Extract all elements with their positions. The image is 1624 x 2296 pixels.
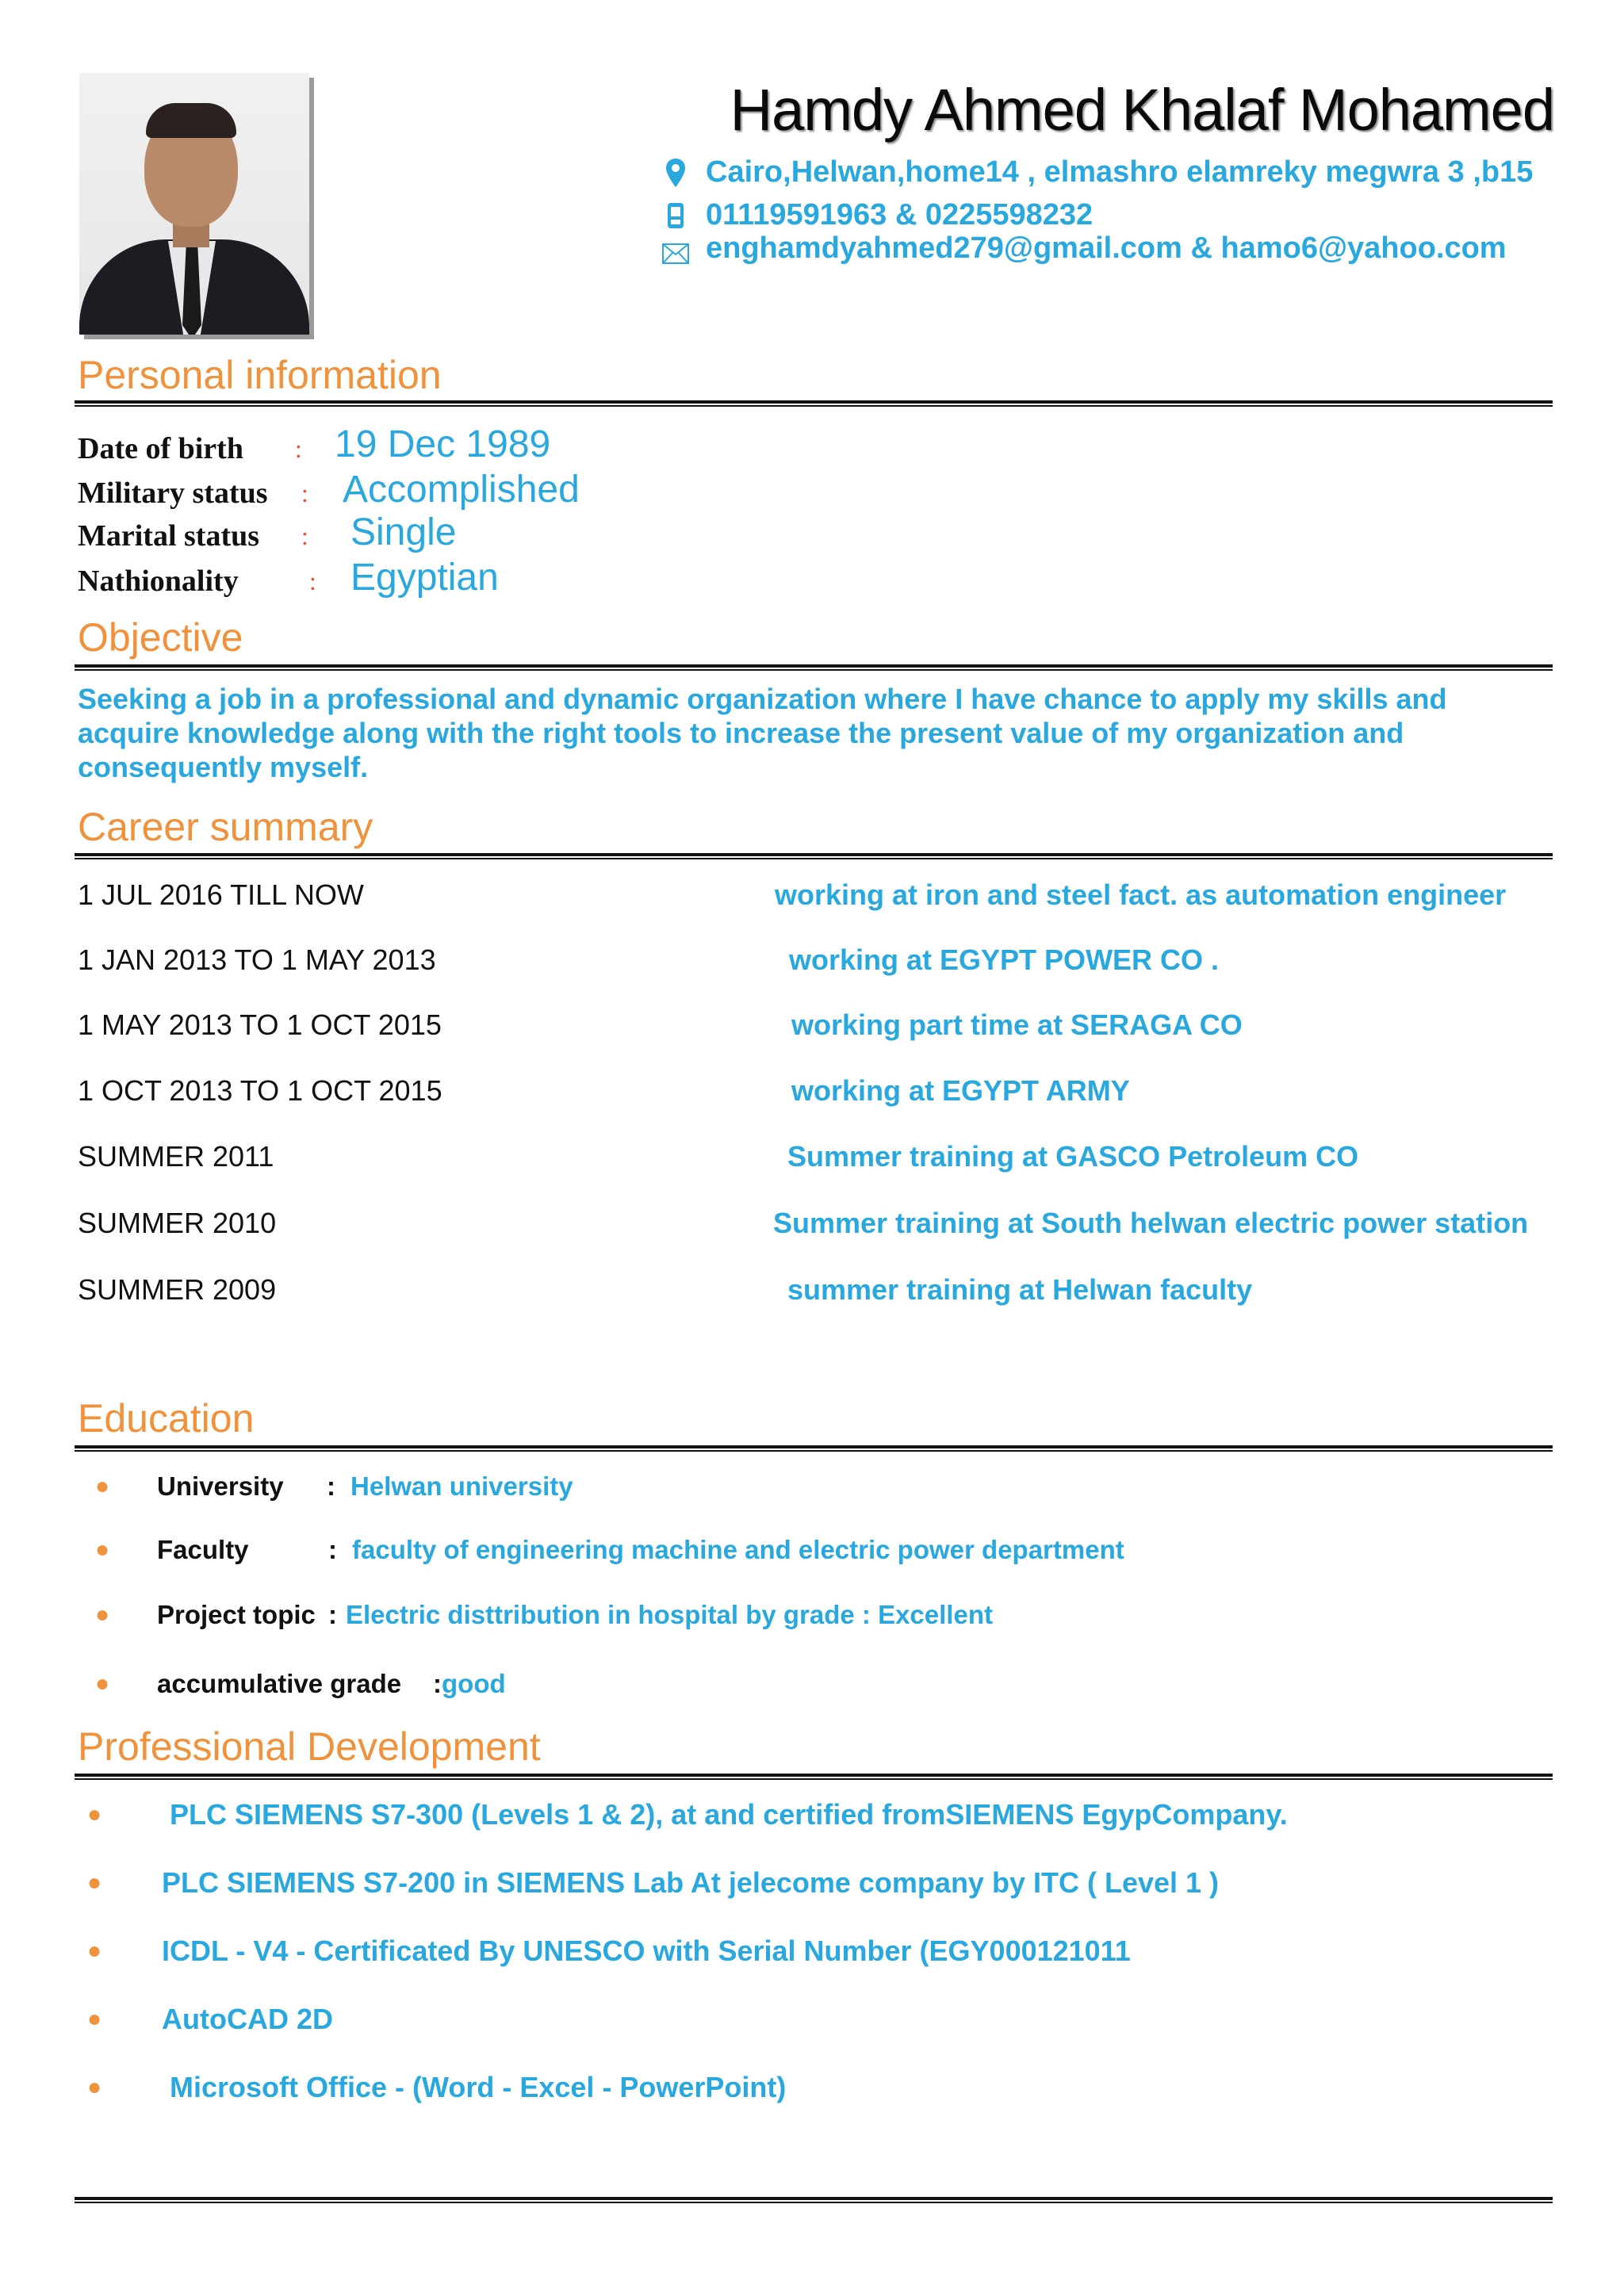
professional-item: ICDL - V4 - Certificated By UNESCO with Serial Number (EGY000121011 (162, 1934, 1131, 1967)
footer-divider (75, 2197, 1553, 2203)
education-separator: : (328, 1600, 337, 1629)
address-text: Cairo,Helwan,home14 , elmashro elamreky megwra 3 ,b15 (706, 155, 1534, 189)
professional-item: AutoCAD 2D (162, 2003, 333, 2035)
education-label-grade: accumulative grade (157, 1669, 402, 1698)
bullet-dot-icon: ● (87, 1801, 102, 1827)
education-separator: : (433, 1669, 442, 1698)
education-separator: : (328, 1535, 337, 1564)
personal-colon: : (295, 434, 302, 463)
personal-colon: : (301, 522, 308, 550)
career-date: SUMMER 2009 (78, 1273, 277, 1306)
career-desc: working part time at SERAGA CO (791, 1008, 1243, 1041)
career-date: 1 MAY 2013 TO 1 OCT 2015 (78, 1008, 442, 1041)
envelope-icon (658, 234, 693, 264)
personal-colon: : (301, 479, 308, 507)
career-date: SUMMER 2010 (78, 1207, 277, 1239)
professional-item: Microsoft Office - (Word - Excel - PowerPoint) (170, 2071, 787, 2103)
education-label-faculty: Faculty (157, 1535, 249, 1564)
career-desc: working at EGYPT ARMY (791, 1074, 1130, 1107)
objective-text: Seeking a job in a professional and dynamic organization where I have chance to apply my skills and acquire knowledge along with the right tools to increase the present value of my organization and consequently myself. (78, 683, 1447, 783)
section-title-career: Career summary (78, 805, 373, 849)
personal-label-dob: Date of birth (78, 432, 243, 465)
email-text: enghamdyahmed279@gmail.com & hamo6@yahoo.com (706, 232, 1507, 265)
contact-address (658, 155, 1533, 189)
education-value-project: Electric disttribution in hospital by grade : Excellent (346, 1600, 993, 1629)
education-value-university: Helwan university (350, 1471, 573, 1501)
profile-photo (79, 73, 309, 335)
personal-label-military: Military status (78, 476, 268, 510)
professional-item: PLC SIEMENS S7-300 (Levels 1 & 2), at and certified fromSIEMENS EgypCompany. (170, 1798, 1288, 1831)
personal-value-nationality: Egyptian (350, 557, 499, 599)
section-title-personal: Personal information (78, 353, 442, 397)
section-divider (75, 664, 1553, 671)
education-label-university: University (157, 1471, 284, 1501)
section-title-education: Education (78, 1396, 255, 1441)
section-divider (75, 1445, 1553, 1452)
professional-item: PLC SIEMENS S7-200 in SIEMENS Lab At jelecome company by ITC ( Level 1 ) (162, 1866, 1220, 1899)
section-divider (75, 853, 1553, 859)
career-date: 1 JAN 2013 TO 1 MAY 2013 (78, 943, 436, 976)
education-value-faculty: faculty of engineering machine and electric power department (352, 1535, 1124, 1564)
section-divider (75, 400, 1553, 407)
phone-text: 01119591963 & 0225598232 (706, 198, 1094, 232)
bullet-dot-icon: ● (87, 2074, 102, 2100)
contact-phone (658, 198, 1093, 232)
section-title-professional: Professional Development (78, 1724, 541, 1769)
bullet-dot-icon: ● (95, 1601, 110, 1628)
personal-value-dob: 19 Dec 1989 (335, 423, 551, 465)
career-desc: Summer training at GASCO Petroleum CO (787, 1140, 1359, 1173)
career-date: 1 JUL 2016 TILL NOW (78, 878, 364, 911)
career-desc: working at iron and steel fact. as automation engineer (775, 878, 1507, 911)
bullet-dot-icon: ● (95, 1670, 110, 1697)
personal-label-nationality: Nathionality (78, 564, 239, 598)
contact-email (658, 232, 1507, 266)
education-separator: : (327, 1471, 335, 1501)
bullet-dot-icon: ● (95, 1473, 110, 1499)
bullet-dot-icon: ● (87, 1869, 102, 1896)
education-value-grade: good (442, 1669, 506, 1698)
personal-value-marital: Single (350, 511, 457, 553)
education-label-project: Project topic (157, 1600, 316, 1629)
career-date: 1 OCT 2013 TO 1 OCT 2015 (78, 1074, 442, 1107)
personal-value-military: Accomplished (343, 469, 580, 511)
bullet-dot-icon: ● (95, 1536, 110, 1563)
career-desc: working at EGYPT POWER CO . (789, 943, 1220, 976)
career-desc: Summer training at South helwan electric power station (773, 1207, 1529, 1239)
location-pin-icon (658, 157, 693, 189)
personal-colon: : (309, 567, 316, 595)
bullet-dot-icon: ● (87, 1938, 102, 1964)
personal-label-marital: Marital status (78, 519, 260, 553)
mobile-phone-icon (658, 201, 693, 230)
bullet-dot-icon: ● (87, 2006, 102, 2032)
section-title-objective: Objective (78, 615, 243, 660)
section-divider (75, 1774, 1553, 1780)
career-desc: summer training at Helwan faculty (787, 1273, 1253, 1306)
career-date: SUMMER 2011 (78, 1140, 274, 1173)
candidate-name: Hamdy Ahmed Khalaf Mohamed (730, 77, 1554, 143)
